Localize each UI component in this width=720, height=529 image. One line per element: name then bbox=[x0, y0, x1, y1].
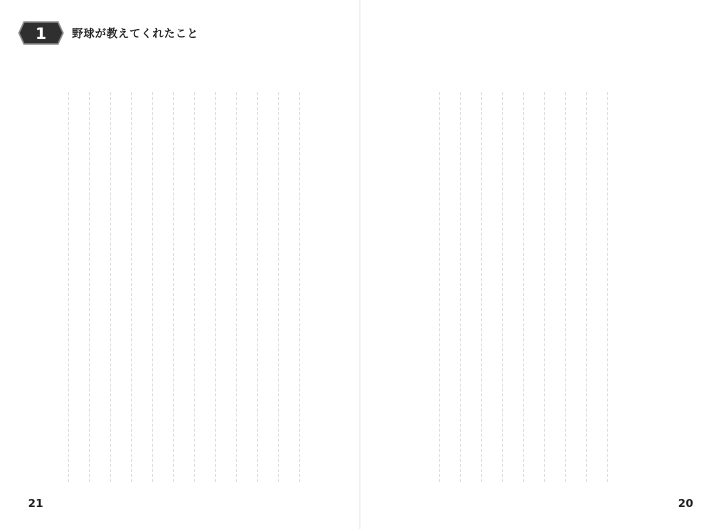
chapter-badge bbox=[18, 20, 64, 46]
left-page-text bbox=[66, 92, 314, 482]
chapter-header bbox=[18, 20, 199, 46]
left-page-number: 21 bbox=[28, 497, 44, 510]
chapter-number: 1 bbox=[35, 23, 47, 43]
page-gutter bbox=[359, 0, 361, 529]
right-page-text bbox=[436, 92, 622, 482]
right-page-number: 20 bbox=[678, 497, 694, 510]
chapter-title: 野球が教えてくれたこと bbox=[72, 27, 199, 40]
